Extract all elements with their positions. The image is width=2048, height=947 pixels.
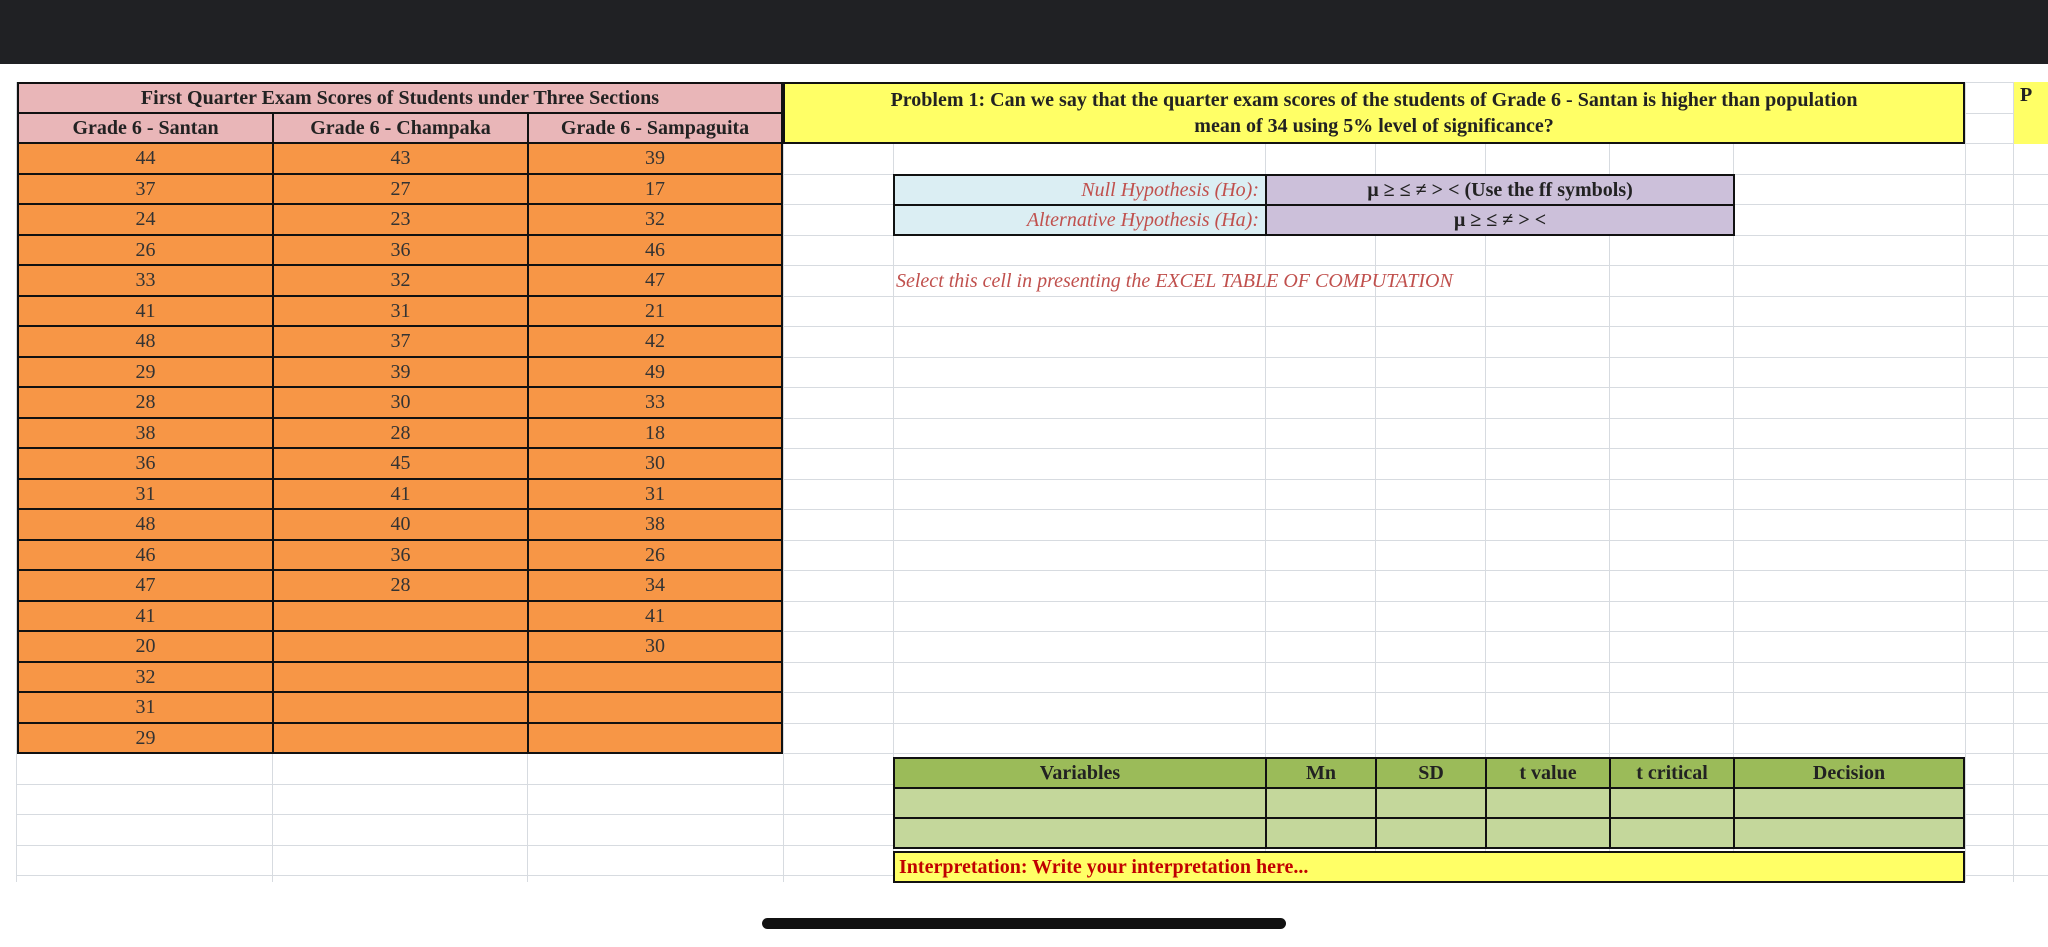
header-champaka[interactable]: Grade 6 - Champaka	[272, 112, 529, 144]
score-cell-sampaguita[interactable]: 49	[527, 356, 783, 389]
score-cell-champaka[interactable]: 36	[272, 234, 529, 267]
score-cell-santan[interactable]: 29	[17, 722, 274, 755]
score-cell-sampaguita[interactable]: 30	[527, 447, 783, 480]
score-cell-champaka[interactable]: 23	[272, 203, 529, 236]
results-header-t-critical[interactable]: t critical	[1609, 757, 1735, 789]
results-row-2-t-critical[interactable]	[1609, 817, 1735, 849]
results-header-decision[interactable]: Decision	[1733, 757, 1965, 789]
score-cell-champaka[interactable]	[272, 661, 529, 694]
score-cell-santan[interactable]: 44	[17, 142, 274, 175]
score-cell-sampaguita[interactable]: 30	[527, 630, 783, 663]
results-header-t-value[interactable]: t value	[1485, 757, 1611, 789]
score-cell-sampaguita[interactable]: 26	[527, 539, 783, 572]
results-row-1-variables[interactable]	[893, 787, 1267, 819]
header-santan[interactable]: Grade 6 - Santan	[17, 112, 274, 144]
score-cell-champaka[interactable]	[272, 600, 529, 633]
results-header-sd[interactable]: SD	[1375, 757, 1487, 789]
scores-table-title[interactable]: First Quarter Exam Scores of Students under Three Sections	[17, 82, 783, 114]
score-cell-santan[interactable]: 31	[17, 691, 274, 724]
score-cell-santan[interactable]: 24	[17, 203, 274, 236]
instruction-cell[interactable]: Select this cell in presenting the EXCEL TABLE OF COMPUTATION	[896, 270, 1453, 292]
score-cell-sampaguita[interactable]: 21	[527, 295, 783, 328]
score-cell-sampaguita[interactable]: 41	[527, 600, 783, 633]
results-row-2-t-value[interactable]	[1485, 817, 1611, 849]
score-cell-champaka[interactable]: 31	[272, 295, 529, 328]
problem-line-1: Problem 1: Can we say that the quarter exam scores of the students of Grade 6 - Santan is higher than population	[890, 89, 1858, 111]
header-sampaguita[interactable]: Grade 6 - Sampaguita	[527, 112, 783, 144]
score-cell-champaka[interactable]: 30	[272, 386, 529, 419]
score-cell-santan[interactable]: 28	[17, 386, 274, 419]
score-cell-sampaguita[interactable]: 47	[527, 264, 783, 297]
problem-line-2: mean of 34 using 5% level of significance?	[1194, 115, 1554, 137]
score-cell-santan[interactable]: 33	[17, 264, 274, 297]
score-cell-champaka[interactable]	[272, 630, 529, 663]
results-row-1-mn[interactable]	[1265, 787, 1377, 819]
score-cell-sampaguita[interactable]: 33	[527, 386, 783, 419]
score-cell-sampaguita[interactable]	[527, 661, 783, 694]
score-cell-champaka[interactable]: 40	[272, 508, 529, 541]
score-cell-sampaguita[interactable]: 31	[527, 478, 783, 511]
score-cell-sampaguita[interactable]: 34	[527, 569, 783, 602]
score-cell-sampaguita[interactable]: 38	[527, 508, 783, 541]
score-cell-santan[interactable]: 38	[17, 417, 274, 450]
score-cell-santan[interactable]: 20	[17, 630, 274, 663]
results-row-1-t-value[interactable]	[1485, 787, 1611, 819]
score-cell-santan[interactable]: 48	[17, 325, 274, 358]
score-cell-sampaguita[interactable]: 42	[527, 325, 783, 358]
null-hypothesis-label[interactable]: Null Hypothesis (Ho):	[893, 174, 1267, 206]
score-cell-champaka[interactable]: 27	[272, 173, 529, 206]
gridline-vertical	[783, 82, 784, 882]
results-header-mn[interactable]: Mn	[1265, 757, 1377, 789]
results-row-1-decision[interactable]	[1733, 787, 1965, 819]
results-row-2-sd[interactable]	[1375, 817, 1487, 849]
score-cell-champaka[interactable]: 28	[272, 569, 529, 602]
score-cell-santan[interactable]: 48	[17, 508, 274, 541]
score-cell-champaka[interactable]	[272, 722, 529, 755]
score-cell-santan[interactable]: 32	[17, 661, 274, 694]
results-row-2-variables[interactable]	[893, 817, 1267, 849]
score-cell-champaka[interactable]: 32	[272, 264, 529, 297]
score-cell-sampaguita[interactable]: 46	[527, 234, 783, 267]
score-cell-champaka[interactable]: 41	[272, 478, 529, 511]
results-row-2-mn[interactable]	[1265, 817, 1377, 849]
score-cell-champaka[interactable]: 36	[272, 539, 529, 572]
results-row-2-decision[interactable]	[1733, 817, 1965, 849]
score-cell-champaka[interactable]	[272, 691, 529, 724]
score-cell-santan[interactable]: 41	[17, 600, 274, 633]
alt-hypothesis-value[interactable]: µ ≥ ≤ ≠ > <	[1265, 204, 1735, 236]
score-cell-sampaguita[interactable]: 39	[527, 142, 783, 175]
score-cell-santan[interactable]: 37	[17, 173, 274, 206]
results-header-variables[interactable]: Variables	[893, 757, 1267, 789]
score-cell-champaka[interactable]: 37	[272, 325, 529, 358]
null-hypothesis-value[interactable]: µ ≥ ≤ ≠ > < (Use the ff symbols)	[1265, 174, 1735, 206]
home-indicator-bar	[762, 918, 1286, 929]
gridline-vertical	[2013, 82, 2014, 882]
score-cell-santan[interactable]: 36	[17, 447, 274, 480]
score-cell-santan[interactable]: 46	[17, 539, 274, 572]
score-cell-champaka[interactable]: 39	[272, 356, 529, 389]
results-row-1-t-critical[interactable]	[1609, 787, 1735, 819]
score-cell-sampaguita[interactable]: 18	[527, 417, 783, 450]
score-cell-sampaguita[interactable]	[527, 691, 783, 724]
alt-hypothesis-label[interactable]: Alternative Hypothesis (Ha):	[893, 204, 1267, 236]
results-row-1-sd[interactable]	[1375, 787, 1487, 819]
score-cell-santan[interactable]: 29	[17, 356, 274, 389]
score-cell-champaka[interactable]: 28	[272, 417, 529, 450]
next-problem-partial[interactable]: P	[2014, 82, 2048, 144]
score-cell-champaka[interactable]: 45	[272, 447, 529, 480]
score-cell-santan[interactable]: 47	[17, 569, 274, 602]
score-cell-champaka[interactable]: 43	[272, 142, 529, 175]
gridline-vertical	[1965, 82, 1966, 882]
interpretation-cell[interactable]: Interpretation: Write your interpretation here...	[893, 851, 1965, 883]
score-cell-sampaguita[interactable]	[527, 722, 783, 755]
score-cell-sampaguita[interactable]: 32	[527, 203, 783, 236]
score-cell-santan[interactable]: 31	[17, 478, 274, 511]
score-cell-sampaguita[interactable]: 17	[527, 173, 783, 206]
problem-statement[interactable]	[783, 82, 1965, 144]
score-cell-santan[interactable]: 26	[17, 234, 274, 267]
score-cell-santan[interactable]: 41	[17, 295, 274, 328]
